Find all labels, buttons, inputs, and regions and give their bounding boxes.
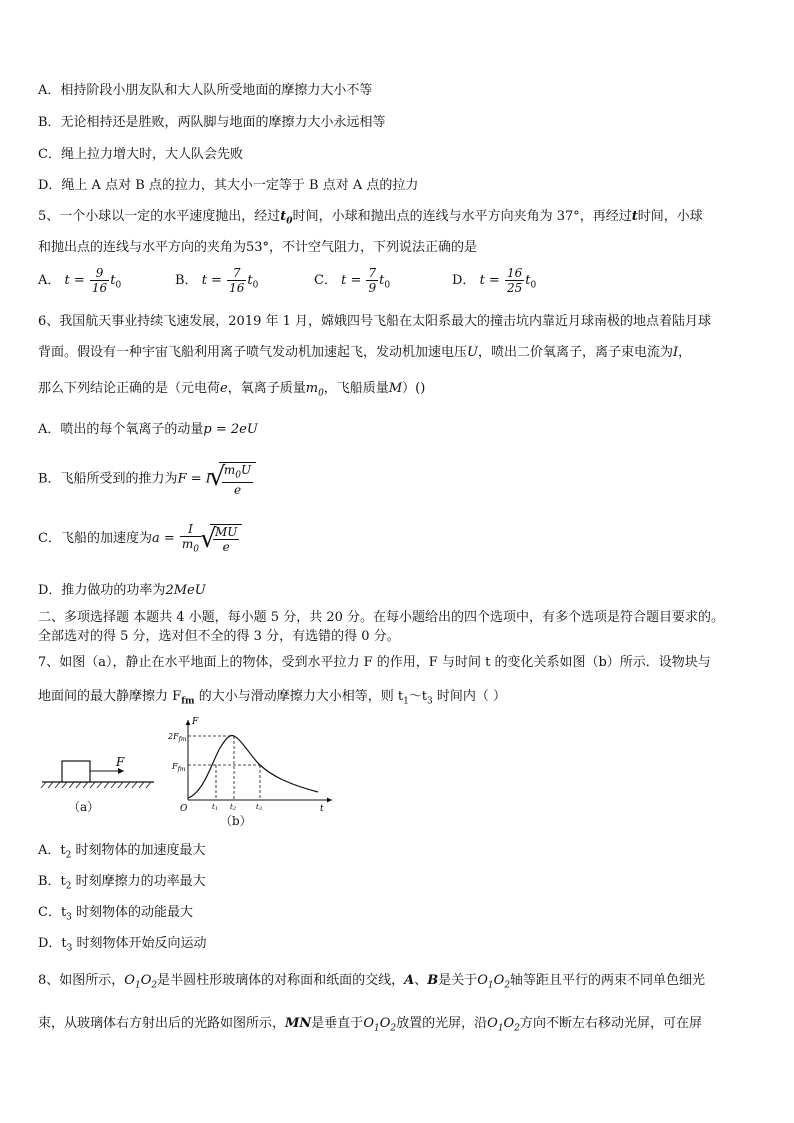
svg-text:t3: t3 [256, 803, 263, 812]
section-2-heading: 二、多项选择题 本题共 4 小题，每小题 5 分，共 20 分。在每小题给出的四个选项中，有多个选项是符合题目要求的。 [38, 610, 725, 625]
q6-option-d: D．推力做功的功率为2MeU [38, 583, 206, 598]
q8-line-2: 束，从玻璃体右方射出后的光路如图所示，MN是垂直于$O_1O_2$放置的光屏，沿$O_1O_2$方向不断左右移动光屏，可在屏 [38, 1016, 702, 1034]
t0-symbol: $t_0$ [280, 209, 293, 227]
2ffm-label: $2F_{fm}$ [168, 732, 187, 743]
force-label: F [116, 755, 125, 769]
q5-option-c: C． t = $\frac{7}{9}$ $t_0$ [314, 266, 391, 295]
svg-text:t1: t1 [212, 803, 219, 812]
q8-line-1: 8、如图所示，$O_1O_2$是半圆柱形玻璃体的对称面和纸面的交线，A、B是关于$O_1O_2$轴等距且平行的两束不同单色细光 [38, 973, 706, 991]
q5-option-a: A． t = $\frac{9}{16}$ $t_0$ [38, 266, 122, 295]
ffm-label: $F_{fm}$ [172, 762, 186, 773]
q4-option-b: B．无论相持还是胜败，两队脚与地面的摩擦力大小永远相等 [38, 115, 386, 130]
svg-text:t2: t2 [230, 803, 237, 812]
q5-option-d: D． t = $\frac{16}{25}$ $t_0$ [452, 266, 537, 295]
force-curve [188, 736, 318, 799]
q5-line-1: 5、一个小球以一定的水平速度抛出，经过$t_0$时间，小球和抛出点的连线与水平方向夹角为 37°，再经过t时间，小球 [38, 209, 703, 227]
q7-option-b: B．$t_2$ 时刻摩擦力的功率最大 [38, 874, 206, 892]
q6-line-1: 6、我国航天事业持续飞速发展，2019 年 1 月，嫦娥四号飞船在太阳系最大的撞击坑内靠近月球南极的地点着陆月球 [38, 314, 712, 329]
q4-option-a: A．相持阶段小朋友队和大人队所受地面的摩擦力大小不等 [38, 83, 373, 98]
figure-b-caption: （b） [220, 814, 252, 828]
q6-line-2: 背面。假设有一种宇宙飞船利用离子喷气发动机加速起飞，发动机加速电压U，喷出二价氧离子，离子束电流为I， [38, 345, 692, 360]
q6-option-b: B．飞船所受到的推力为F = I √ $\frac{m_0U}{e}$ [38, 462, 756, 502]
q6-line-3: 那么下列结论正确的是（元电荷e，氧离子质量$m_0$，飞船质量M）() [38, 381, 426, 399]
q7-line-2: 地面间的最大静摩擦力 $F_{fm}$ 的大小与滑动摩擦力大小相等，则 $t_1\sim t_3$ 时间内（ ） [38, 689, 507, 707]
figure-a-caption: （a） [68, 800, 100, 814]
q6-option-c: C．飞船的加速度为a = $\frac{I}{m_0}$ √ $\frac{MU}{e}$ [38, 522, 756, 566]
origin-label: O [180, 804, 188, 812]
block [62, 761, 90, 782]
q6-option-a: A．喷出的每个氧离子的动量p = 2eU [38, 422, 258, 437]
q7-option-d: D．$t_3$ 时刻物体开始反向运动 [38, 936, 207, 954]
q5-line-2: 和抛出点的连线与水平方向的夹角为53°，不计空气阻力，下列说法正确的是 [38, 240, 478, 255]
q7-option-c: C．$t_3$ 时刻物体的动能最大 [38, 905, 194, 923]
q7-line-1: 7、如图（a），静止在水平地面上的物体，受到水平拉力 F 的作用，F 与时间 t 的变化关系如图（b）所示．设物块与 [38, 655, 711, 670]
q5-options [38, 266, 758, 306]
section-2-instructions: 全部选对的得 5 分，选对但不全的得 3 分，有选错的得 0 分。 [38, 629, 400, 644]
t-axis-label: t [320, 804, 324, 812]
f-axis-label: F [192, 717, 199, 727]
q4-option-c: C．绳上拉力增大时，大人队会先败 [38, 147, 243, 162]
q4-option-d: D．绳上 A 点对 B 点的拉力，其大小一定等于 B 点对 A 点的拉力 [38, 178, 419, 193]
q5-option-b: B． t = $\frac{7}{16}$ $t_0$ [175, 266, 259, 295]
q7-option-a: A．$t_2$ 时刻物体的加速度最大 [38, 843, 206, 861]
figure-b-force-time-graph [168, 712, 338, 812]
